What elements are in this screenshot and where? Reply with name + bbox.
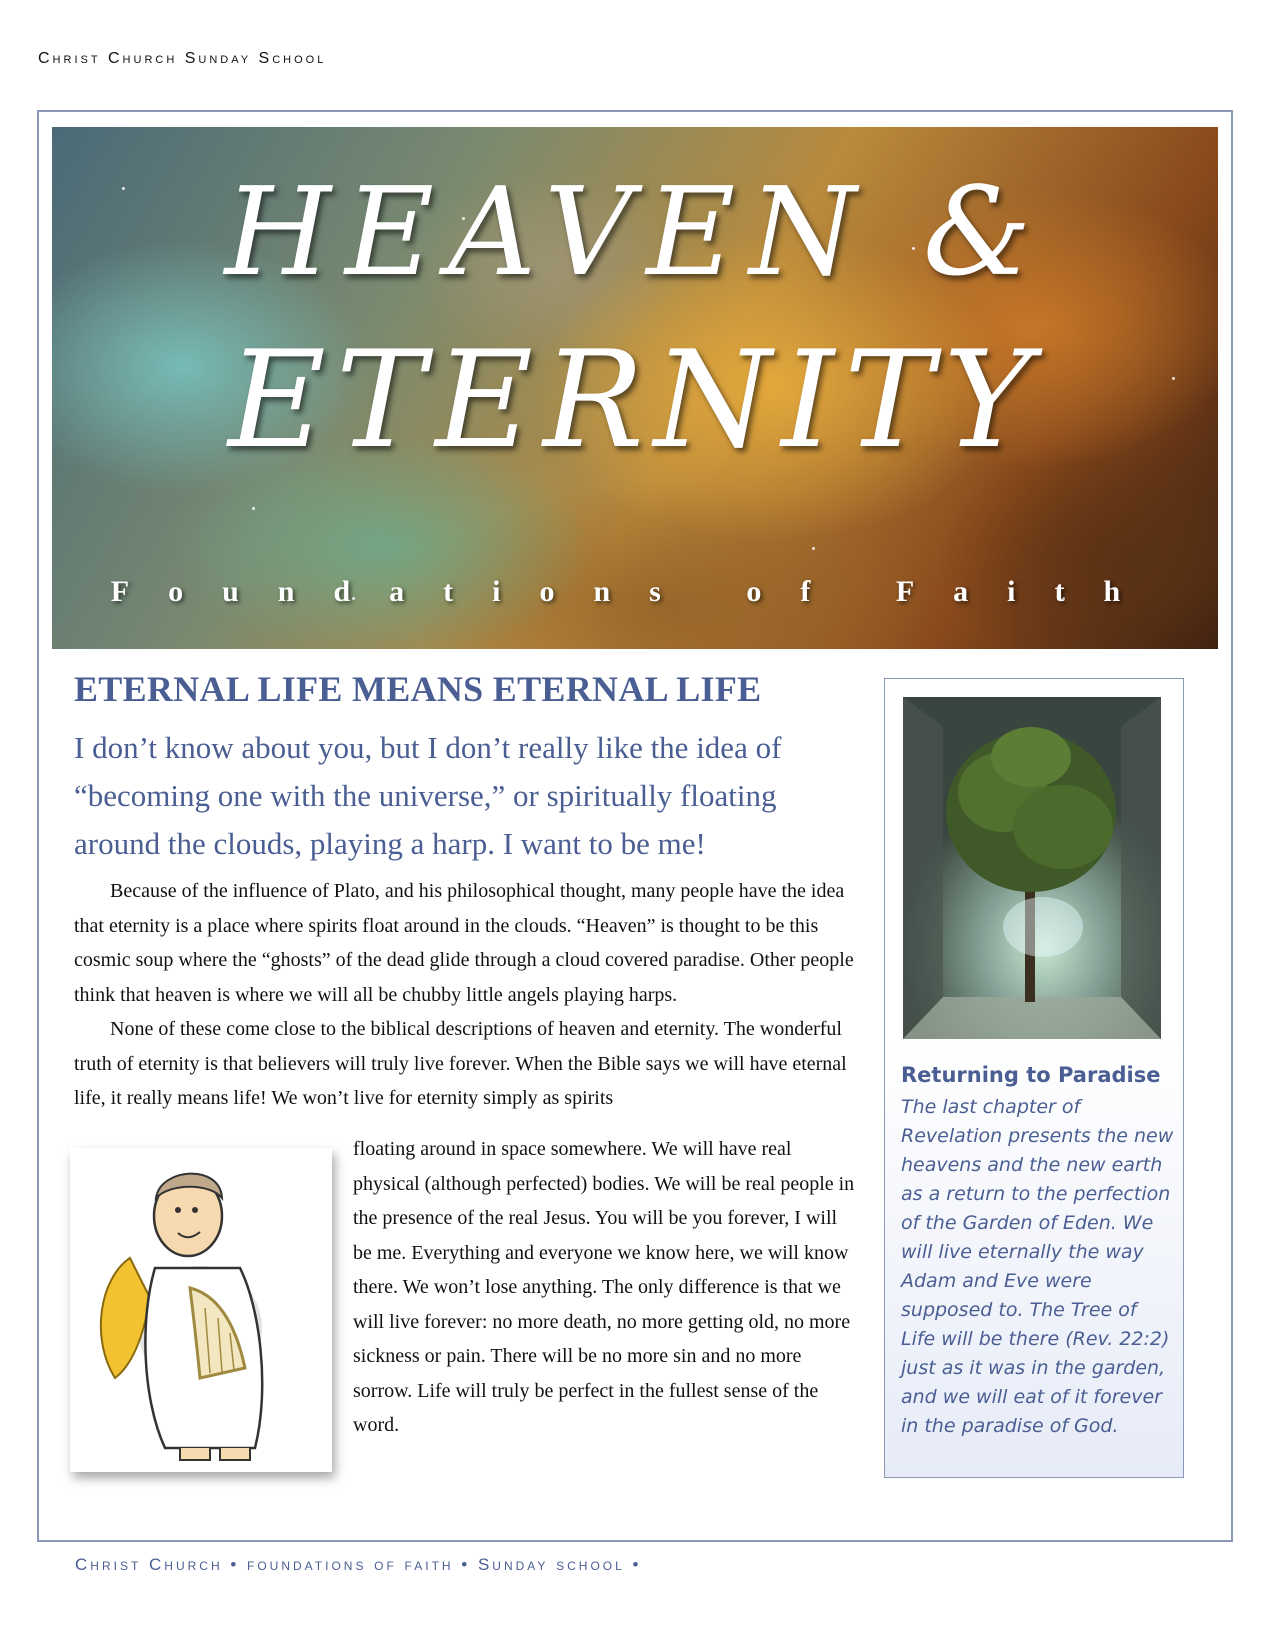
banner-subtitle: Foundations of Faith — [110, 575, 1160, 608]
sidebar-title: Returning to Paradise — [901, 1063, 1161, 1087]
sidebar-text: The last chapter of Revelation presents the new heavens and the new earth as a return to the perfection of the Garden of Eden. We will live eternally the way Adam and Eve were supposed to. The Tree of Life will be there (Rev. 22:2) just as it was in the garden, and we will eat of it forever in the paradise of God. — [901, 1096, 1174, 1437]
article-headline: ETERNAL LIFE MEANS ETERNAL LIFE — [74, 669, 762, 709]
page-footer: Christ Church • foundations of faith • Sunday school • — [75, 1555, 642, 1574]
paragraph-1: Because of the influence of Plato, and his philosophical thought, many people have the idea that eternity is a place where spirits float around in the clouds. “Heaven” is thought to be this cosmic soup where the “ghosts” of the dead glide through a cloud covered paradise. Other people think that heaven is where we will all be chubby little angels playing harps. — [74, 880, 854, 1006]
banner-title-line1: HEAVEN & — [224, 161, 1046, 303]
article-body — [74, 874, 854, 1116]
paragraph-2-continued: floating around in space somewhere. We will have real physical (although perfected) bodies. We will be real people in the presence of the real Jesus. You will be you forever, I will be me. Everything and everyone we know here, we will know there. We won’t lose anything. The only difference is that we will live forever: no more death, no more getting old, no more sickness or pain. There will be no more sin and no more sorrow. Life will truly be perfect in the fullest sense of the word. — [353, 1138, 855, 1436]
tree-icon — [903, 697, 1161, 1039]
sidebar-box — [884, 678, 1184, 1478]
angel-harp-icon — [70, 1148, 332, 1472]
angel-illustration — [70, 1148, 332, 1472]
page-header-label: Christ Church Sunday School — [38, 50, 327, 67]
banner-title-line2: ETERNITY — [228, 322, 1042, 478]
article-lead: I don’t know about you, but I don’t really like the idea of “becoming one with the universe,” or spiritually floating around the clouds, playing a harp. I want to be me! — [74, 730, 782, 861]
paragraph-2-start: None of these come close to the biblical descriptions of heaven and eternity. The wonderful truth of eternity is that believers will truly live forever. When the Bible says we will have eternal life, it really means life! We won’t live for eternity simply as spirits — [74, 1018, 847, 1109]
tree-of-life-image — [903, 697, 1161, 1039]
banner-image — [52, 127, 1218, 649]
